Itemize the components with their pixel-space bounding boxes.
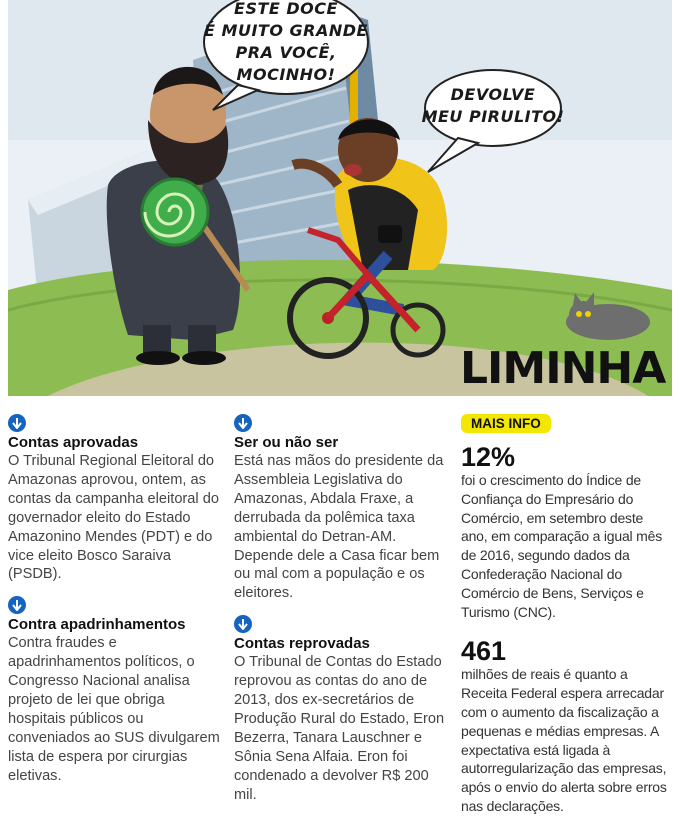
cartoon-illustration: [8, 0, 672, 396]
section-text: O Tribunal de Contas do Estado reprovou as contas do ano de 2013, dos ex-secretários de Produção Rural do Estado, Eron Bezerra, Tanara Lauschner e Sônia Sena Alfaia. Eron foi condenado a devolver R$ 200 mil.: [234, 654, 445, 803]
arrow-down-icon: [234, 414, 252, 432]
bubble1-line1: ESTE DOCE: [234, 0, 338, 18]
section-heading: Contas reprovadas: [234, 635, 370, 653]
section-text: O Tribunal Regional Eleitoral do Amazonas aprovou, ontem, as contas da campanha eleitoral do governador eleito do Estado Amazonino Mendes (PDT) e do vice eleito Bosco Saraiva (PSDB).: [8, 453, 219, 583]
section-text: Está nas mãos do presidente da Assembleia Legislativa do Amazonas, Abdala Fraxe, a derrubada da polêmica taxa ambiental do Detran-AM. Depende dele a Casa ficar bem ou mal com a população e os eleitores.: [234, 453, 444, 602]
cartoon-title: LIMINHA: [460, 343, 666, 394]
stat-number: 12%: [461, 442, 516, 472]
section-heading: Contas aprovadas: [8, 434, 139, 451]
arrow-down-icon: [8, 414, 26, 432]
section-heading: Contra apadrinhamentos: [8, 616, 186, 634]
bubble2-line2: MEU PIRULITO!: [421, 107, 565, 126]
bubble1-line4: MOCINHO!: [236, 65, 336, 84]
stat-text: milhões de reais é quanto a Receita Federal espera arrecadar com o aumento da fiscalização a pequenas e médias empresas. A expectativa está ligada à autorregularização das empresas, após o envio do alerta sobre erros nas declarações.: [461, 666, 667, 814]
stat-text: foi o crescimento do Índice de Confiança do Empresário do Comércio, em setembro deste ano, em comparação a igual mês de 2016, segundo dados da Confederação Nacional do Comércio de Bens, Serviços e Turismo (CNC).: [461, 472, 662, 620]
column-2: [234, 414, 446, 805]
mais-info-tag: MAIS INFO: [461, 414, 551, 433]
bubble2-line1: DEVOLVE: [450, 85, 536, 104]
stat-number: 461: [461, 636, 507, 667]
arrow-down-icon: [234, 615, 252, 633]
arrow-down-icon: [8, 596, 26, 614]
bubble1-line2: É MUITO GRANDE: [204, 21, 368, 40]
column-3: [461, 414, 673, 816]
section-text: Contra fraudes e apadrinhamentos políticos, o Congresso Nacional analisa projeto de lei que obriga hospitais públicos ou conveniados ao SUS divulgarem lista de espera por cirurgias eletivas.: [8, 635, 220, 784]
section-heading: Ser ou não ser: [234, 434, 339, 451]
bubble1-line3: PRA VOCÊ,: [235, 43, 337, 62]
column-1: [8, 414, 220, 786]
